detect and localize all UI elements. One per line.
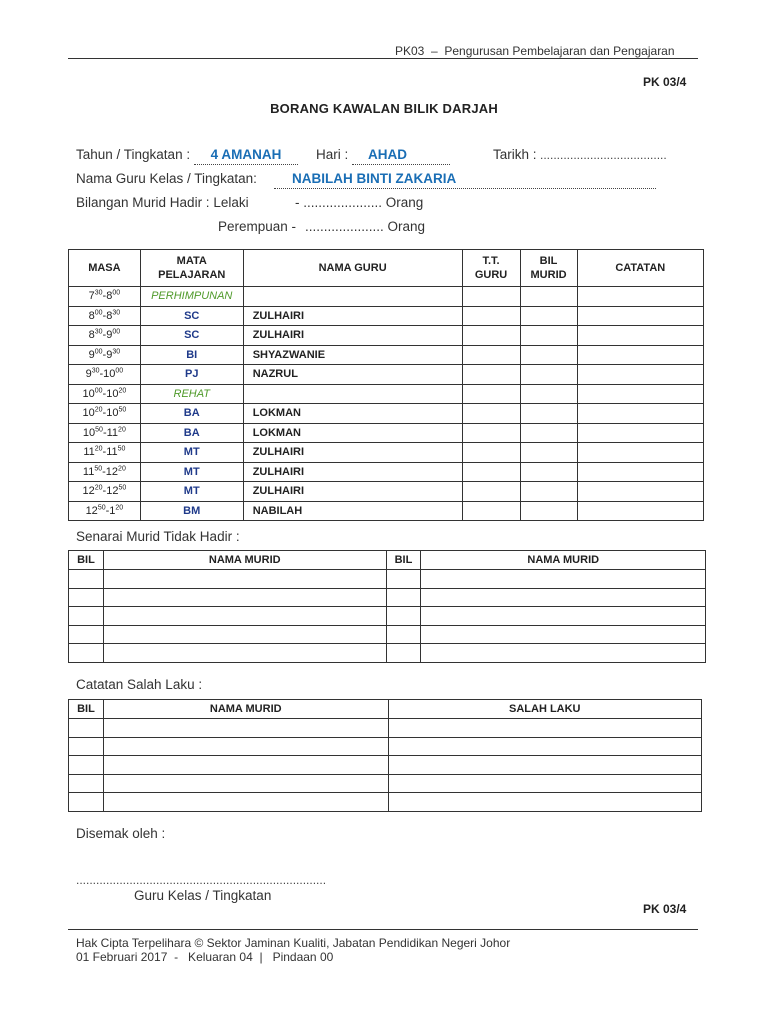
absent-row (69, 570, 706, 589)
absent-row-cell[interactable] (386, 644, 421, 663)
teacher-cell: ZULHAIRI (243, 306, 462, 326)
time-end: 9 (106, 329, 113, 342)
misconduct-row-cell[interactable] (388, 719, 702, 738)
time-end: 12 (105, 465, 119, 478)
time-start-min: 20 (94, 484, 103, 492)
absent-row (69, 588, 706, 607)
absent-row-cell[interactable] (386, 588, 421, 607)
tt-guru-cell[interactable] (462, 423, 520, 443)
subject-cell: REHAT (140, 384, 243, 404)
schedule-table (68, 249, 704, 521)
absent-row-cell[interactable] (386, 625, 421, 644)
time-slot: $8^{30}-9^{00}$ (69, 326, 141, 346)
misconduct-header-nama: NAMA MURID (103, 700, 388, 719)
time-end: 11 (106, 446, 118, 459)
catatan-cell[interactable] (577, 482, 703, 502)
tt-guru-cell[interactable] (462, 287, 520, 307)
tt-guru-cell[interactable] (462, 326, 520, 346)
signature-line[interactable]: ........................................................................... (76, 873, 327, 887)
schedule-row (69, 306, 704, 326)
time-end-min: 30 (112, 348, 121, 356)
teacher-cell: ZULHAIRI (243, 462, 462, 482)
teacher-cell: LOKMAN (243, 423, 462, 443)
time-slot: $10^{50}-11^{20}$ (69, 423, 141, 443)
time-end-min: 50 (118, 406, 127, 414)
time-start: 10 (82, 387, 95, 400)
time-slot: $7^{30}-8^{00}$ (69, 287, 141, 307)
absent-row-cell[interactable] (421, 644, 706, 663)
time-slot: $10^{20}-10^{50}$ (69, 404, 141, 424)
misconduct-header-bil: BIL (69, 700, 104, 719)
absent-row-cell[interactable] (69, 625, 104, 644)
misconduct-label: Catatan Salah Laku : (76, 677, 203, 692)
issue-text: 01 Februari 2017 - Keluaran 04 | Pindaan 00 (76, 950, 334, 964)
misconduct-row-cell[interactable] (69, 756, 104, 775)
misconduct-row-cell[interactable] (103, 774, 388, 793)
absent-row-cell[interactable] (103, 570, 386, 589)
tarikh-field[interactable]: ...................................... (540, 148, 667, 162)
absent-header-row (69, 551, 706, 570)
time-end: 10 (106, 407, 119, 420)
misconduct-row-cell[interactable] (69, 719, 104, 738)
bilangan-label: Bilangan Murid Hadir : Lelaki (76, 195, 249, 210)
time-start-min: 00 (94, 309, 103, 317)
catatan-cell[interactable] (577, 443, 703, 463)
time-start: 12 (82, 485, 95, 498)
tt-guru-cell[interactable] (462, 462, 520, 482)
time-end-min: 00 (112, 328, 121, 336)
catatan-cell[interactable] (577, 423, 703, 443)
absent-row (69, 625, 706, 644)
absent-row-cell[interactable] (103, 625, 386, 644)
absent-row-cell[interactable] (421, 570, 706, 589)
bil-murid-cell[interactable] (520, 404, 577, 424)
schedule-row (69, 501, 704, 521)
misconduct-row-cell[interactable] (69, 774, 104, 793)
tt-guru-cell[interactable] (462, 345, 520, 365)
schedule-row (69, 365, 704, 385)
teacher-cell: ZULHAIRI (243, 326, 462, 346)
time-start: 9 (88, 348, 95, 361)
misconduct-header-salah-laku: SALAH LAKU (388, 700, 702, 719)
perempuan-label: Perempuan - (218, 219, 297, 234)
time-slot: $9^{30}-10^{00}$ (69, 365, 141, 385)
time-slot: $10^{00}-10^{20}$ (69, 384, 141, 404)
time-start-min: 50 (97, 504, 106, 512)
absent-header-nama: NAMA MURID (103, 551, 386, 570)
time-slot: $12^{50}-1^{20}$ (69, 501, 141, 521)
teacher-cell: NAZRUL (243, 365, 462, 385)
subject-cell: MT (140, 462, 243, 482)
time-end-min: 50 (117, 445, 126, 453)
time-start: 10 (82, 426, 96, 439)
time-start: 8 (88, 329, 95, 342)
misconduct-row-cell[interactable] (103, 719, 388, 738)
header-mata-pelajaran: MATA PELAJARAN (140, 250, 243, 287)
teacher-cell: ZULHAIRI (243, 443, 462, 463)
tahun-value: 4 AMANAH (210, 147, 282, 162)
time-start-min: 50 (95, 426, 103, 434)
catatan-cell[interactable] (577, 384, 703, 404)
time-slot: $11^{50}-12^{20}$ (69, 462, 141, 482)
perempuan-field[interactable]: ..................... Orang (305, 219, 426, 234)
subject-cell: BI (140, 345, 243, 365)
subject-cell: MT (140, 443, 243, 463)
time-start-min: 30 (91, 367, 100, 375)
absent-row-cell[interactable] (103, 644, 386, 663)
misconduct-row (69, 793, 702, 812)
teacher-cell: NABILAH (243, 501, 462, 521)
teacher-cell (243, 384, 462, 404)
tt-guru-cell[interactable] (462, 443, 520, 463)
time-start: 11 (83, 446, 95, 459)
schedule-row (69, 345, 704, 365)
time-start-min: 30 (94, 289, 103, 297)
schedule-row (69, 462, 704, 482)
time-end-min: 50 (118, 484, 127, 492)
absent-row (69, 644, 706, 663)
absent-row-cell[interactable] (103, 607, 386, 626)
time-start: 8 (88, 309, 95, 322)
misconduct-row-cell[interactable] (388, 774, 702, 793)
time-end-min: 20 (115, 504, 124, 512)
misconduct-row (69, 774, 702, 793)
time-end-min: 20 (118, 387, 127, 395)
hari-label: Hari : (316, 147, 349, 162)
time-slot: $9^{00}-9^{30}$ (69, 345, 141, 365)
bil-murid-cell[interactable] (520, 501, 577, 521)
time-end: 10 (106, 387, 119, 400)
subject-cell: BA (140, 423, 243, 443)
catatan-cell[interactable] (577, 306, 703, 326)
absent-row (69, 607, 706, 626)
document-code: PK03 – Pengurusan Pembelajaran dan Pengajaran (395, 44, 675, 58)
time-end: 1 (109, 504, 116, 517)
time-end-min: 30 (112, 309, 121, 317)
time-end-min: 00 (112, 289, 121, 297)
subject-cell: MT (140, 482, 243, 502)
time-start-min: 20 (94, 406, 103, 414)
footer-divider (68, 929, 698, 930)
hari-value: AHAD (368, 147, 407, 162)
time-end-min: 20 (118, 465, 126, 473)
copyright-text: Hak Cipta Terpelihara © Sektor Jaminan Kualiti, Jabatan Pendidikan Negeri Johor (76, 936, 511, 950)
catatan-cell[interactable] (577, 501, 703, 521)
checked-by-label: Disemak oleh : (76, 826, 166, 841)
absent-row-cell[interactable] (421, 625, 706, 644)
guru-value: NABILAH BINTI ZAKARIA (292, 171, 457, 186)
bil-murid-cell[interactable] (520, 365, 577, 385)
bil-murid-cell[interactable] (520, 306, 577, 326)
time-slot: $12^{20}-12^{50}$ (69, 482, 141, 502)
time-end: 8 (106, 309, 113, 322)
absent-row-cell[interactable] (69, 644, 104, 663)
misconduct-row-cell[interactable] (69, 793, 104, 812)
absent-row-cell[interactable] (386, 607, 421, 626)
guru-label: Nama Guru Kelas / Tingkatan: (76, 171, 257, 186)
misconduct-row-cell[interactable] (103, 737, 388, 756)
bil-murid-cell[interactable] (520, 384, 577, 404)
time-start-min: 30 (94, 328, 103, 336)
time-start-min: 20 (94, 445, 103, 453)
time-start: 11 (82, 465, 95, 478)
schedule-row (69, 287, 704, 307)
absent-header-bil-2: BIL (386, 551, 421, 570)
schedule-row (69, 384, 704, 404)
schedule-row (69, 326, 704, 346)
subject-cell: BA (140, 404, 243, 424)
absent-row-cell[interactable] (386, 570, 421, 589)
header-nama-guru: NAMA GURU (243, 250, 462, 287)
misconduct-row-cell[interactable] (103, 793, 388, 812)
absent-row-cell[interactable] (69, 607, 104, 626)
header-bil-murid: BIL MURID (520, 250, 577, 287)
time-start: 7 (88, 290, 95, 303)
absent-label: Senarai Murid Tidak Hadir : (76, 529, 240, 544)
tahun-field[interactable] (194, 146, 298, 165)
misconduct-row-cell[interactable] (388, 737, 702, 756)
guru-field[interactable] (274, 170, 656, 189)
misconduct-header-row (69, 700, 702, 719)
tt-guru-cell[interactable] (462, 404, 520, 424)
tt-guru-cell[interactable] (462, 306, 520, 326)
tt-guru-cell[interactable] (462, 365, 520, 385)
bil-murid-cell[interactable] (520, 482, 577, 502)
tt-guru-cell[interactable] (462, 482, 520, 502)
catatan-cell[interactable] (577, 287, 703, 307)
time-end: 11 (106, 426, 119, 439)
time-end: 8 (106, 290, 113, 303)
tt-guru-cell[interactable] (462, 501, 520, 521)
absent-header-bil: BIL (69, 551, 104, 570)
time-end-min: 20 (118, 426, 126, 434)
subject-cell: BM (140, 501, 243, 521)
time-slot: $11^{20}-11^{50}$ (69, 443, 141, 463)
tarikh-label: Tarikh : (493, 147, 537, 162)
misconduct-table (68, 699, 702, 812)
absent-table (68, 550, 706, 663)
bil-murid-cell[interactable] (520, 423, 577, 443)
absent-row-cell[interactable] (103, 588, 386, 607)
absent-header-nama-2: NAMA MURID (421, 551, 706, 570)
time-slot: $8^{00}-8^{30}$ (69, 306, 141, 326)
absent-row-cell[interactable] (69, 588, 104, 607)
misconduct-row (69, 756, 702, 775)
header-tt-guru: T.T. GURU (462, 250, 520, 287)
bil-murid-cell[interactable] (520, 443, 577, 463)
form-code-bottom: PK 03/4 (643, 902, 687, 916)
misconduct-row-cell[interactable] (69, 737, 104, 756)
misconduct-row (69, 737, 702, 756)
catatan-cell[interactable] (577, 462, 703, 482)
absent-row-cell[interactable] (69, 570, 104, 589)
teacher-cell: LOKMAN (243, 404, 462, 424)
time-start: 9 (85, 368, 92, 381)
tahun-label: Tahun / Tingkatan : (76, 147, 191, 162)
subject-cell: PERHIMPUNAN (140, 287, 243, 307)
schedule-header-row (69, 250, 704, 287)
subject-cell: SC (140, 306, 243, 326)
teacher-cell: SHYAZWANIE (243, 345, 462, 365)
time-start: 12 (85, 504, 98, 517)
bil-murid-cell[interactable] (520, 287, 577, 307)
schedule-row (69, 423, 704, 443)
schedule-row (69, 482, 704, 502)
subject-cell: PJ (140, 365, 243, 385)
lelaki-field[interactable]: - ..................... Orang (295, 195, 424, 210)
teacher-cell (243, 287, 462, 307)
tt-guru-cell[interactable] (462, 384, 520, 404)
catatan-cell[interactable] (577, 365, 703, 385)
time-start-min: 00 (94, 348, 103, 356)
bil-murid-cell[interactable] (520, 462, 577, 482)
signature-caption: Guru Kelas / Tingkatan (134, 888, 272, 903)
schedule-row (69, 443, 704, 463)
misconduct-row-cell[interactable] (103, 756, 388, 775)
time-start: 10 (82, 407, 95, 420)
schedule-row (69, 404, 704, 424)
time-end-min: 00 (115, 367, 124, 375)
bil-murid-cell[interactable] (520, 326, 577, 346)
misconduct-row (69, 719, 702, 738)
form-code-top: PK 03/4 (643, 75, 687, 89)
form-title: BORANG KAWALAN BILIK DARJAH (270, 101, 498, 116)
time-start-min: 50 (94, 465, 103, 473)
misconduct-row-cell[interactable] (388, 793, 702, 812)
subject-cell: SC (140, 326, 243, 346)
absent-row-cell[interactable] (421, 588, 706, 607)
time-start-min: 00 (94, 387, 103, 395)
catatan-cell[interactable] (577, 326, 703, 346)
misconduct-row-cell[interactable] (388, 756, 702, 775)
header-catatan: CATATAN (577, 250, 703, 287)
time-end: 10 (103, 368, 116, 381)
time-end: 12 (106, 485, 119, 498)
header-divider (68, 58, 698, 59)
catatan-cell[interactable] (577, 404, 703, 424)
bil-murid-cell[interactable] (520, 345, 577, 365)
header-masa: MASA (69, 250, 141, 287)
teacher-cell: ZULHAIRI (243, 482, 462, 502)
time-end: 9 (106, 348, 113, 361)
hari-field[interactable] (352, 146, 450, 165)
absent-row-cell[interactable] (421, 607, 706, 626)
catatan-cell[interactable] (577, 345, 703, 365)
